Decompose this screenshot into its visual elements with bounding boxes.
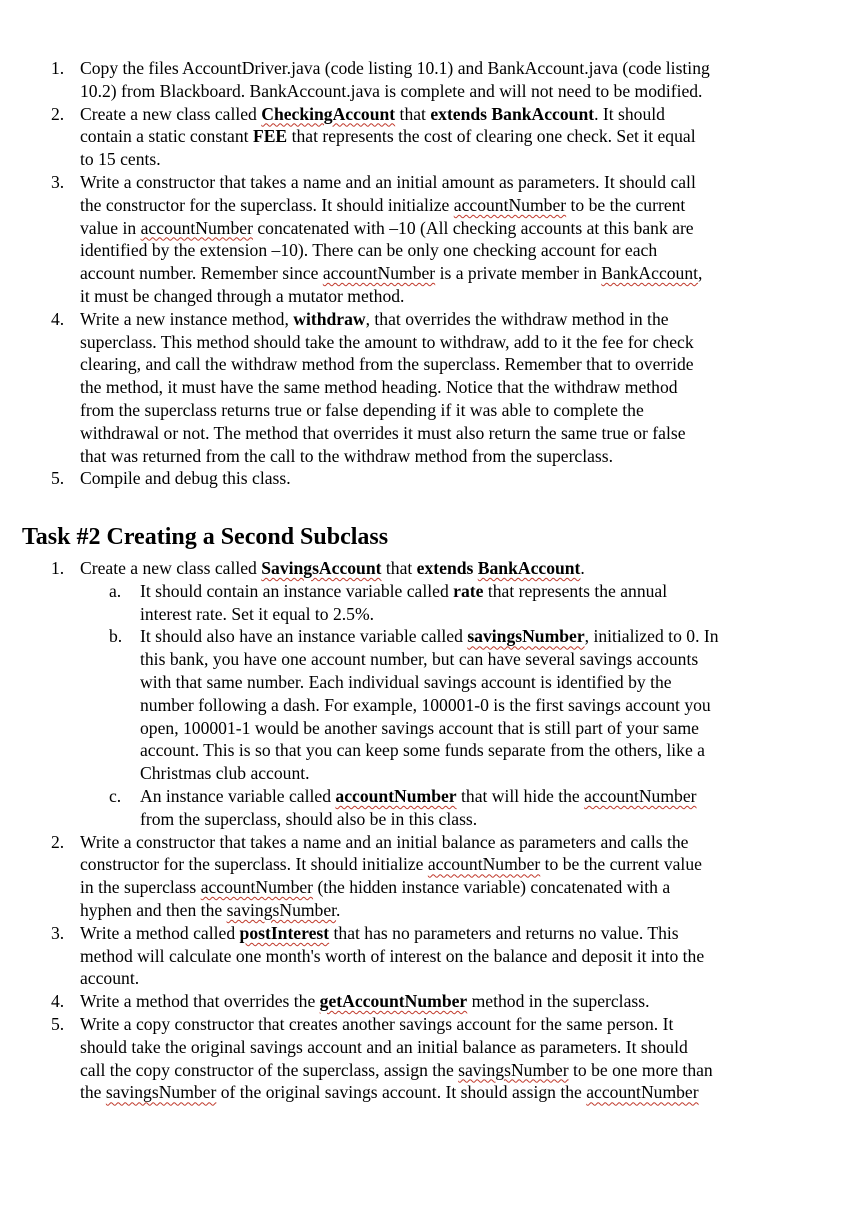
item-line: to 15 cents. <box>80 149 161 170</box>
item-line: interest rate. Set it equal to 2.5%. <box>140 603 375 624</box>
item-line: this bank, you have one account number, but can have several savings accounts <box>140 649 699 670</box>
item-line: the constructor for the superclass. It should initialize accountNumber to be the current <box>80 194 686 215</box>
item-line: superclass. This method should take the amount to withdraw, add to it the fee for check <box>80 331 694 352</box>
item-letter: c. <box>109 785 122 806</box>
item-number: 1. <box>51 58 65 78</box>
item-line: An instance variable called accountNumber that will hide the accountNumber <box>140 785 697 806</box>
class-name: CheckingAccount <box>261 103 396 124</box>
item-number: 5. <box>51 468 65 489</box>
list-item <box>0 990 800 1013</box>
item-line: account number. Remember since accountNumber is a private member in BankAccount, <box>80 263 703 284</box>
item-line: It should also have an instance variable called savingsNumber, initialized to 0. In <box>140 626 719 647</box>
item-line: It should contain an instance variable called rate that represents the annual <box>140 580 668 601</box>
item-line: method will calculate one month's worth of interest on the balance and deposit it into the <box>80 945 705 966</box>
item-line: Christmas club account. <box>140 763 310 784</box>
section-heading: Task #2 Creating a Second Subclass <box>22 524 389 550</box>
keyword-text: extends BankAccount <box>430 103 595 124</box>
item-line: Create a new class called CheckingAccount that extends BankAccount. It should <box>80 103 665 124</box>
item-line: withdrawal or not. The method that overrides it must also return the same true or false <box>80 422 686 443</box>
item-line: it must be changed through a mutator method. <box>80 285 405 306</box>
item-number: 1. <box>51 558 65 578</box>
item-line: contain a static constant FEE that represents the cost of clearing one check. Set it equal <box>80 126 696 147</box>
item-number: 4. <box>51 991 65 1012</box>
list-item <box>0 557 800 580</box>
item-line: should take the original savings account and an initial balance as parameters. It should <box>80 1036 688 1057</box>
item-number: 3. <box>51 171 65 192</box>
item-number: 4. <box>51 308 65 329</box>
item-line: Compile and debug this class. <box>80 468 291 489</box>
item-line: value in accountNumber concatenated with –10 (All checking accounts at this bank are <box>80 217 694 238</box>
item-line: the savingsNumber of the original savings account. It should assign the accountNumber <box>80 1082 699 1103</box>
item-line: the method, it must have the same method heading. Notice that the withdraw method <box>80 377 678 398</box>
item-line: clearing, and call the withdraw method from the superclass. Remember that to override <box>80 354 694 375</box>
item-line: account. <box>80 968 140 989</box>
item-line: Write a new instance method, withdraw, that overrides the withdraw method in the <box>80 308 669 329</box>
item-line: account. This is so that you can keep some funds separate from the others, like a <box>140 740 705 761</box>
item-number: 2. <box>51 103 65 124</box>
item-line: Write a copy constructor that creates another savings account for the same person. It <box>80 1013 674 1034</box>
item-line: Write a method that overrides the getAccountNumber method in the superclass. <box>80 991 650 1012</box>
item-line: from the superclass returns true or false depending if it was able to complete the <box>80 399 644 420</box>
list-item <box>0 103 800 171</box>
item-line: Write a method called postInterest that has no parameters and returns no value. This <box>80 922 679 943</box>
item-line: Write a constructor that takes a name and an initial balance as parameters and calls the <box>80 831 689 852</box>
item-line: that was returned from the call to the withdraw method from the superclass. <box>80 445 614 466</box>
sub-list-item <box>0 625 800 785</box>
task1-list <box>0 57 866 490</box>
item-line: from the superclass, should also be in this class. <box>140 808 478 829</box>
item-letter: a. <box>109 580 122 601</box>
sub-list-item <box>0 785 800 831</box>
task2-list <box>0 557 866 1104</box>
item-number: 2. <box>51 831 65 852</box>
item-number: 5. <box>51 1013 65 1034</box>
item-line: with that same number. Each individual savings account is identified by the <box>140 671 672 692</box>
item-line: Write a constructor that takes a name and an initial amount as parameters. It should call <box>80 171 696 192</box>
item-line: identified by the extension –10). There can be only one checking account for each <box>80 240 658 261</box>
list-item <box>0 922 800 990</box>
list-item <box>0 1013 800 1104</box>
item-line: in the superclass accountNumber (the hidden instance variable) concatenated with a <box>80 877 671 898</box>
list-item <box>0 57 800 103</box>
item-line: call the copy constructor of the superclass, assign the savingsNumber to be one more than <box>80 1059 713 1080</box>
list-item <box>0 467 800 490</box>
item-line: Copy the files AccountDriver.java (code listing 10.1) and BankAccount.java (code listing <box>80 58 710 78</box>
item-line: hyphen and then the savingsNumber. <box>80 899 341 920</box>
item-line: Create a new class called SavingsAccount that extends BankAccount. <box>80 558 585 578</box>
item-line: number following a dash. For example, 100001-0 is the first savings account you <box>140 694 711 715</box>
list-item <box>0 831 800 922</box>
item-line: 10.2) from Blackboard. BankAccount.java is complete and will not need to be modified. <box>80 80 703 101</box>
list-item <box>0 171 800 308</box>
item-letter: b. <box>109 626 123 647</box>
list-item <box>0 308 800 468</box>
item-number: 3. <box>51 922 65 943</box>
item-line: open, 100001-1 would be another savings account that is still part of your same <box>140 717 699 738</box>
sub-list-item <box>0 580 800 626</box>
constant-name: FEE <box>252 126 288 147</box>
item-line: constructor for the superclass. It should initialize accountNumber to be the current value <box>80 854 702 875</box>
